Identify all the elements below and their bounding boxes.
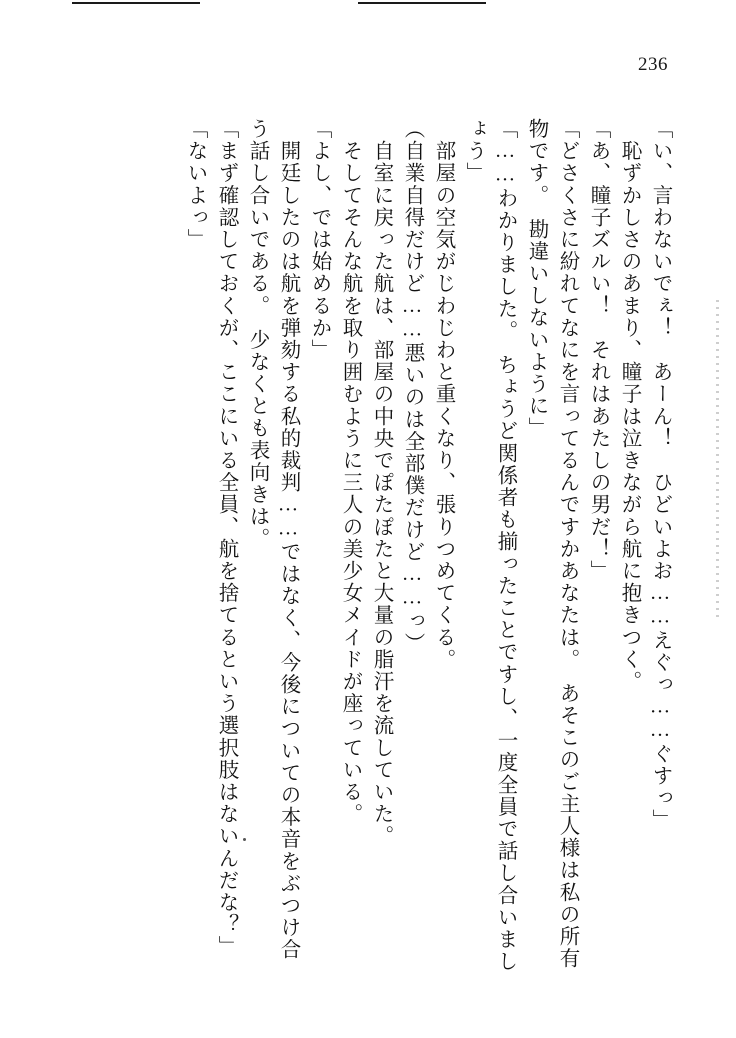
text-line: 「い、言わないでぇ！ あーん！ ひどいよお……えぐっ……ぐすっ」 bbox=[649, 118, 671, 832]
text-line: 「まず確認しておくが、ここにいる全員、航を捨てるという選択肢はないんだな？」 bbox=[215, 118, 237, 958]
vertical-text-body bbox=[70, 118, 671, 973]
text-line: 物です。 勘違いしないように」 bbox=[525, 118, 547, 440]
text-line: 自室に戻った航は、部屋の中央でぽたぽたと大量の脂汗を流していた。 bbox=[370, 118, 392, 848]
text-line: 「ないよっ」 bbox=[184, 118, 206, 251]
text-line: う話し合いである。 少なくとも表向きは。 bbox=[246, 118, 268, 550]
text-line: 「どさくさに紛れてなにを言ってるんですかあなたは。 あそこのご主人様は私の所有 bbox=[556, 118, 578, 970]
text-line: 恥ずかしさのあまり、瞳子は泣きながら航に抱きつく。 bbox=[618, 118, 640, 693]
crop-mark-left bbox=[72, 2, 200, 4]
text-line: 開廷したのは航を弾劾する私的裁判……ではなく、今後についての本音をぶつけ合 bbox=[277, 118, 299, 961]
text-line: 部屋の空気がじわじわと重くなり、張りつめてくる。 bbox=[432, 118, 454, 671]
page-number: 236 bbox=[638, 54, 668, 75]
text-line: そしてそんな航を取り囲むように三人の美少女メイドが座っている。 bbox=[339, 118, 361, 826]
crop-mark-right bbox=[358, 2, 486, 4]
text-line: 「あ、瞳子ズルい！ それはあたしの男だ！」 bbox=[587, 118, 609, 583]
text-line: （自業自得だけど……悪いのは全部僕だけど……っ） bbox=[401, 118, 423, 655]
page-edge-artifact bbox=[716, 300, 719, 620]
text-line: ょう」 bbox=[463, 118, 485, 185]
text-line: 「よし、では始めるか」 bbox=[308, 118, 330, 362]
text-line: 「……わかりました。 ちょうど関係者も揃ったことですし、一度全員で話し合いまし bbox=[494, 118, 516, 973]
ink-speck bbox=[243, 838, 246, 841]
